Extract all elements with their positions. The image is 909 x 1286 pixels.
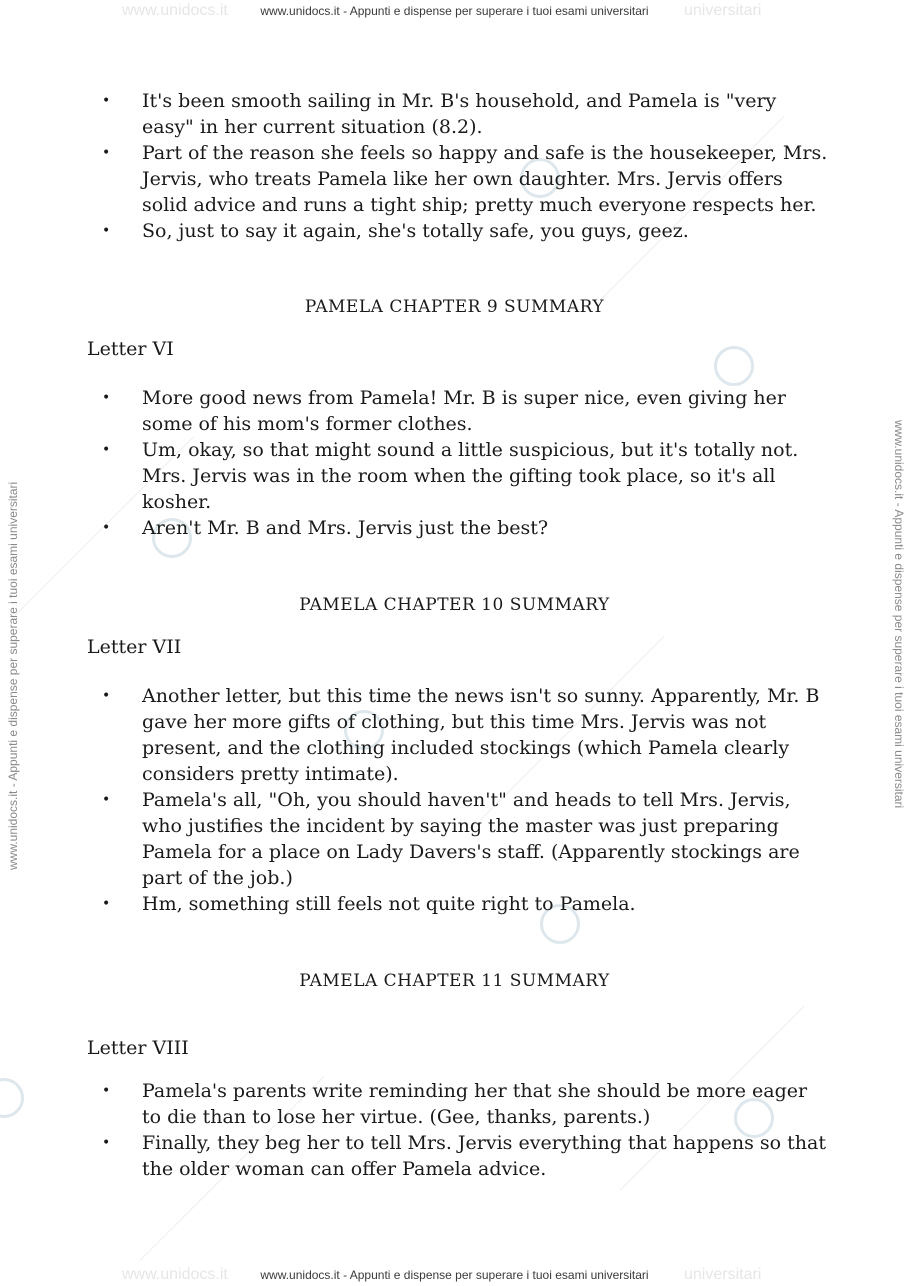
chapter-9-heading: PAMELA CHAPTER 9 SUMMARY (304, 297, 605, 317)
list-item: • It's been smooth sailing in Mr. B's household, and Pamela is "very easy" in her current situation (8.2). (0, 88, 832, 140)
chapter-11-bullet-list (0, 1078, 832, 1182)
list-item: • Finally, they beg her to tell Mrs. Jervis everything that happens so that the older woman can offer Pamela advice. (0, 1130, 832, 1182)
list-item: • Part of the reason she feels so happy and safe is the housekeeper, Mrs. Jervis, who treats Pamela like her own daughter. Mrs. Jervis offers solid advice and runs a tight ship; pretty much everyone respects her. (0, 140, 832, 218)
ghost-watermark-top-right: universitari (684, 2, 762, 19)
footer-watermark: www.unidocs.it - Appunti e dispense per superare i tuoi esami universitari (260, 1268, 649, 1282)
right-side-watermark: www.unidocs.it - Appunti e dispense per superare i tuoi esami universitari (892, 420, 906, 809)
chapter-10-heading: PAMELA CHAPTER 10 SUMMARY (299, 595, 610, 615)
chapter-10-bullet-list (0, 683, 832, 917)
letter-viii-label: Letter VIII (87, 1037, 189, 1059)
list-item: • Pamela's parents write reminding her that she should be more eager to die than to lose her virtue. (Gee, thanks, parents.) (0, 1078, 832, 1130)
header-watermark: www.unidocs.it - Appunti e dispense per superare i tuoi esami universitari (260, 4, 649, 18)
chapter-9-bullet-list (0, 385, 832, 541)
letter-vi-label: Letter VI (87, 338, 174, 360)
list-item: • More good news from Pamela! Mr. B is super nice, even giving her some of his mom's former clothes. (0, 385, 832, 437)
list-item: • Another letter, but this time the news isn't so sunny. Apparently, Mr. B gave her more gifts of clothing, but this time Mrs. Jervis was not present, and the clothing included stockings (which Pamela clearly considers pretty intimate). (0, 683, 832, 787)
list-item: • So, just to say it again, she's totally safe, you guys, geez. (0, 218, 832, 244)
list-item: • Um, okay, so that might sound a little suspicious, but it's totally not. Mrs. Jervis was in the room when the gifting took place, so it's all kosher. (0, 437, 832, 515)
intro-bullet-list (0, 88, 832, 244)
list-item: • Hm, something still feels not quite right to Pamela. (0, 891, 832, 917)
list-item: • Aren't Mr. B and Mrs. Jervis just the best? (0, 515, 832, 541)
left-side-watermark: www.unidocs.it - Appunti e dispense per superare i tuoi esami universitari (6, 481, 20, 870)
ghost-watermark-bottom-left: www.unidocs.it (122, 1266, 228, 1283)
ghost-watermark-top-left: www.unidocs.it (122, 2, 228, 19)
list-item: • Pamela's all, "Oh, you should haven't" and heads to tell Mrs. Jervis, who justifies the incident by saying the master was just preparing Pamela for a place on Lady Davers's staff. (Apparently stockings are part of the job.) (0, 787, 832, 891)
ghost-watermark-bottom-right: universitari (684, 1266, 762, 1283)
chapter-11-heading: PAMELA CHAPTER 11 SUMMARY (299, 971, 610, 991)
letter-vii-label: Letter VII (87, 636, 182, 658)
